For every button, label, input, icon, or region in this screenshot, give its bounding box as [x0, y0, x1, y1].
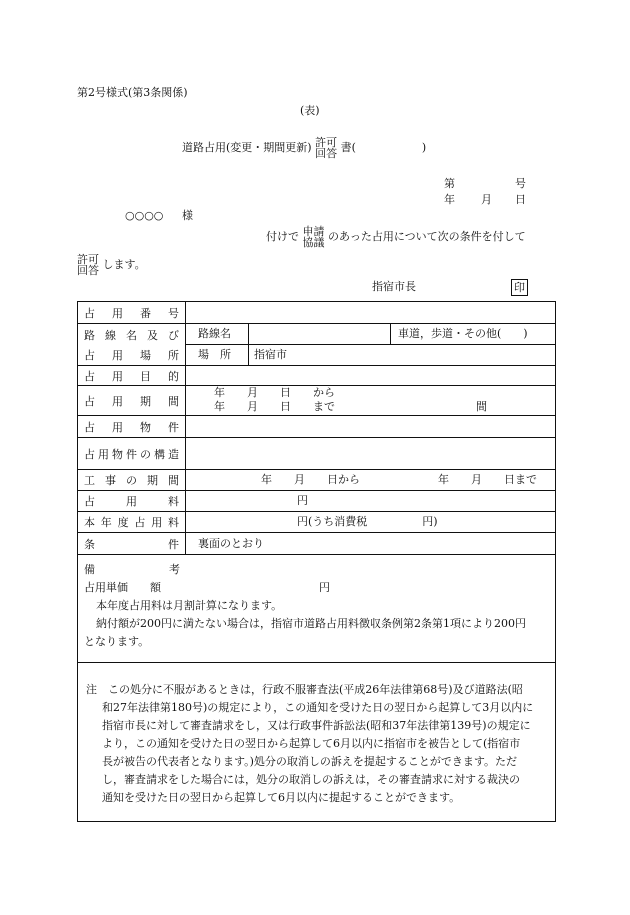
row-notice — [78, 663, 555, 821]
unit-price-label: 占用単価 額 — [84, 581, 161, 594]
intro-stack2-top: 許可 — [77, 253, 99, 266]
notice-line1: 注 この処分に不服があるときは，行政不服審査法(平成26年法律第68号)及び道路法(昭 — [86, 683, 523, 696]
intro-part1: 付けで — [266, 230, 299, 243]
intro-line — [266, 226, 526, 248]
row-conditions — [78, 533, 555, 555]
place-label: 場 所 — [198, 348, 231, 361]
title-prefix: 道路占用(変更・期間更新) — [182, 141, 312, 154]
label-fee: 占用料 — [78, 491, 186, 511]
remarks-line2: 納付額が200円に満たない場合は，指宿市道路占用料徴収条例第2条第1項により200円 — [96, 617, 526, 630]
label-fiscal-fee: 本年度占用料 — [78, 512, 186, 532]
row-remarks — [78, 555, 555, 663]
title-stack — [315, 137, 337, 159]
label-route-place-top: 路線名及び — [84, 328, 179, 342]
label-occupancy-number: 占用番号 — [78, 302, 186, 323]
road-type: 車道，歩道・その他( ) — [398, 327, 528, 340]
date-year: 年 — [444, 193, 455, 206]
intro-stack1 — [303, 226, 325, 248]
notice-text — [86, 681, 547, 807]
intro-stack1-bottom: 協議 — [302, 236, 325, 249]
row-structure — [78, 438, 555, 470]
route-name-label: 路線名 — [198, 327, 231, 340]
row-route-place — [78, 324, 555, 366]
row-occupancy-number — [78, 302, 555, 324]
doc-number-suffix: 号 — [515, 177, 526, 190]
row-construction-period — [78, 470, 555, 491]
occupancy-form-table — [77, 301, 556, 822]
construction-to: 年 月 日まで — [438, 473, 537, 486]
intro-line2 — [77, 254, 146, 276]
remarks-line3: となります。 — [84, 635, 150, 648]
place-value: 指宿市 — [254, 348, 287, 361]
label-structure: 占用物件の構造 — [78, 438, 186, 469]
row-period — [78, 386, 555, 416]
label-conditions: 条件 — [78, 533, 186, 554]
conditions-value: 裏面のとおり — [198, 537, 264, 550]
form-side-label: (表) — [300, 104, 320, 117]
seal-mark: 印 — [511, 279, 528, 296]
notice-line7: 通知を受けた日の翌日から起算して6月以内に提起することができます。 — [102, 791, 461, 804]
label-route-place — [78, 324, 186, 365]
notice-line4: より，この通知を受けた日の翌日から起算して6月以内に指宿市を被告として(指宿市 — [102, 737, 521, 750]
row-fee — [78, 491, 555, 512]
notice-line5: 長が被告の代表者となります。)処分の取消しの訴えを提起することができます。ただ — [102, 755, 518, 768]
label-purpose: 占用目的 — [78, 366, 186, 385]
intro-stack1-top: 申請 — [302, 225, 325, 238]
unit-price-unit: 円 — [319, 581, 330, 594]
construction-from: 年 月 日から — [261, 473, 360, 486]
label-route-place-bottom: 占用場所 — [84, 348, 179, 362]
row-purpose — [78, 366, 555, 386]
intro-part2: のあった占用について次の条件を付して — [328, 230, 526, 243]
title-stack-top: 許可 — [315, 136, 338, 149]
intro-part3: します。 — [102, 258, 146, 271]
period-from: 年 月 日 から — [214, 386, 335, 399]
intro-stack2 — [77, 254, 99, 276]
period-to: 年 月 日 まで — [214, 400, 335, 413]
notice-line2: 和27年法律第180号)の規定により，この通知を受けた日の翌日から起算して3月以内に — [102, 701, 534, 714]
label-period: 占用期間 — [78, 386, 186, 415]
title-stack-bottom: 回答 — [315, 147, 338, 160]
label-remarks: 備考 — [84, 563, 180, 576]
notice-line6: し，審査請求をした場合には，処分の取消しの訴えは，その審査請求に対する裁決の — [102, 773, 520, 786]
title-suffix: 書( ) — [340, 141, 427, 154]
addressee-name: ○○○○ — [125, 209, 164, 222]
label-object: 占用物件 — [78, 416, 186, 437]
form-title — [182, 137, 426, 159]
row-object — [78, 416, 555, 438]
label-construction-period: 工事の期間 — [78, 470, 186, 490]
doc-number-label: 第 — [444, 177, 455, 190]
period-between: 間 — [476, 400, 487, 413]
form-number: 第2号様式(第3条関係) — [77, 86, 188, 99]
issuer-name: 指宿市長 — [372, 280, 416, 293]
fiscal-fee-value: 円(うち消費税 円) — [297, 515, 438, 528]
notice-line3: 指宿市長に対して審査請求をし，又は行政事件訴訟法(昭和37年法律第139号)の規定に — [102, 719, 531, 732]
date-month: 月 — [481, 193, 492, 206]
row-fiscal-fee — [78, 512, 555, 533]
date-day: 日 — [515, 193, 526, 206]
addressee-honorific: 様 — [182, 209, 193, 222]
intro-stack2-bottom: 回答 — [77, 264, 99, 277]
remarks-line1: 本年度占用料は月割計算になります。 — [96, 599, 283, 612]
fee-unit: 円 — [297, 494, 308, 507]
